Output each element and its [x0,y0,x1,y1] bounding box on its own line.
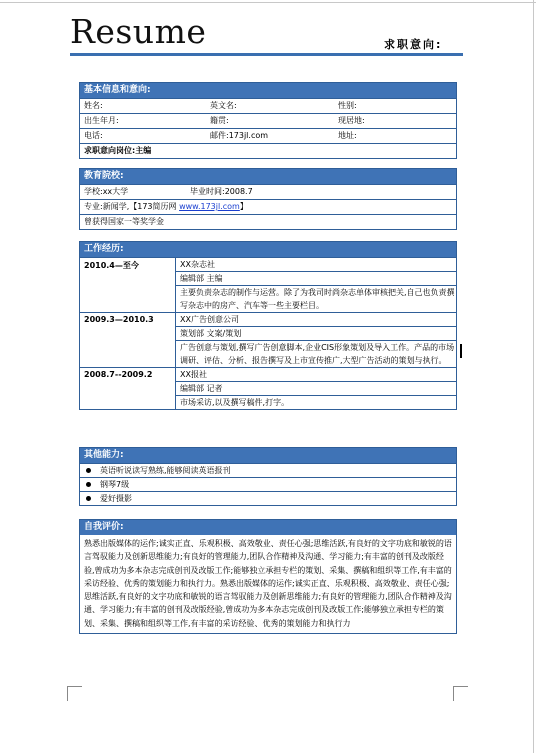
graduation-text: 毕业时间:2008.7 [190,187,253,196]
corner-mark-right [453,686,468,701]
self-eval-header: 自我评价: [80,520,456,535]
work-date: 2008.7--2009.2 [84,370,153,379]
work-desc: 市场采访,以及撰写稿件,打字。 [176,395,456,409]
intent-label: 求职意向: [384,38,443,51]
hometown-label: 籍贯: [210,116,229,125]
skills-header: 其他能力: [80,448,456,463]
work-date: 2009.3—2010.3 [84,315,154,324]
english-name-label: 英文名: [210,101,237,110]
work-role: 编辑部 记者 [176,381,456,395]
work-section [79,241,457,410]
basic-row-3 [80,128,456,143]
work-desc: 主要负责杂志的制作与运营。除了为我司时尚杂志单体审核把关,自己也负责撰写杂志中的房产、汽车等一些主要栏目。 [176,285,456,312]
skill-item: 钢琴7级 [80,477,456,491]
corner-mark-left [67,686,82,701]
work-date: 2010.4—至今 [84,261,139,270]
email-label: 邮件:173jl.com [210,131,269,140]
education-row-award [80,214,456,229]
work-company: XX杂志社 [180,260,215,269]
skills-section [79,447,457,506]
basic-info-header: 基本信息和意向: [80,83,456,98]
work-desc: 广告创意与策划,撰写广告创意脚本,企业CIS形象策划及导入工作。产品的市场调研、评估、分析、报告撰写及上市宣传推广,大型广告活动的策划与执行。 [176,340,456,367]
header-rule [70,53,463,56]
gender-label: 性别: [338,101,357,110]
page-right-border [533,0,534,753]
position-label: 求职意向岗位:主编 [84,146,152,155]
bullet-icon [86,468,91,473]
skill-item: 爱好摄影 [80,491,456,505]
work-item [80,312,456,367]
self-eval-section [79,519,457,634]
name-label: 姓名: [84,101,103,110]
page-top-border [0,2,536,3]
work-company: XX报社 [180,370,207,379]
work-item [80,367,456,409]
basic-row-position [80,143,456,158]
education-row-school [80,184,456,199]
website-link[interactable]: www.173jl.com [179,202,240,211]
basic-row-1 [80,98,456,113]
residence-label: 现居地: [338,116,365,125]
work-item [80,257,456,312]
bullet-icon [86,482,91,487]
education-section [79,168,457,230]
work-header: 工作经历: [80,242,456,257]
work-role: 策划部 文案/策划 [176,326,456,340]
birth-label: 出生年月: [84,116,119,125]
work-role: 编辑部 主编 [176,271,456,285]
basic-info-section [79,82,457,159]
award-text: 曾获得国家一等奖学金 [84,217,164,226]
skill-item: 英语听说读写熟练,能够阅读英语报刊 [80,463,456,477]
resume-title: Resume [70,12,207,51]
education-header: 教育院校: [80,169,456,184]
basic-row-2 [80,113,456,128]
phone-label: 电话: [84,131,103,140]
education-row-major [80,199,456,214]
major-text: 专业:新闻学,【173简历网 www.173jl.com】 [84,202,248,211]
address-label: 地址: [338,131,357,140]
bullet-icon [86,496,91,501]
work-company: XX广告创意公司 [180,315,239,324]
self-eval-text: 熟悉出版媒体的运作;诚实正直、乐观积极、高效敬业、责任心强;思维活跃,有良好的文字功底和敏锐的语言驾驭能力及创新思维能力;有良好的管理能力,团队合作精神及沟通、学习能力;有丰富的创刊及改版经验,曾成功为多本杂志完成创刊及改版工作;能够独立承担专栏的策划、采集、撰稿和组织等工作,有丰富的采访经验、优秀的策划能力和执行力。熟悉出版媒体的运作;诚实正直、乐观积极、高效敬业、责任心强;思维活跃,有良好的文字功底和敏锐的语言驾驭能力及创新思维能力;有良好的管理能力,团队合作精神及沟通、学习能力;有丰富的创刊及改版经验,曾成功为多本杂志完成创刊及改版工作;能够独立承担专栏的策划、采集、撰稿和组织等工作,有丰富的采访经验、优秀的策划能力和执行力 [84,539,452,628]
school-text: 学校:xx大学 [84,187,129,196]
text-cursor [460,344,462,358]
